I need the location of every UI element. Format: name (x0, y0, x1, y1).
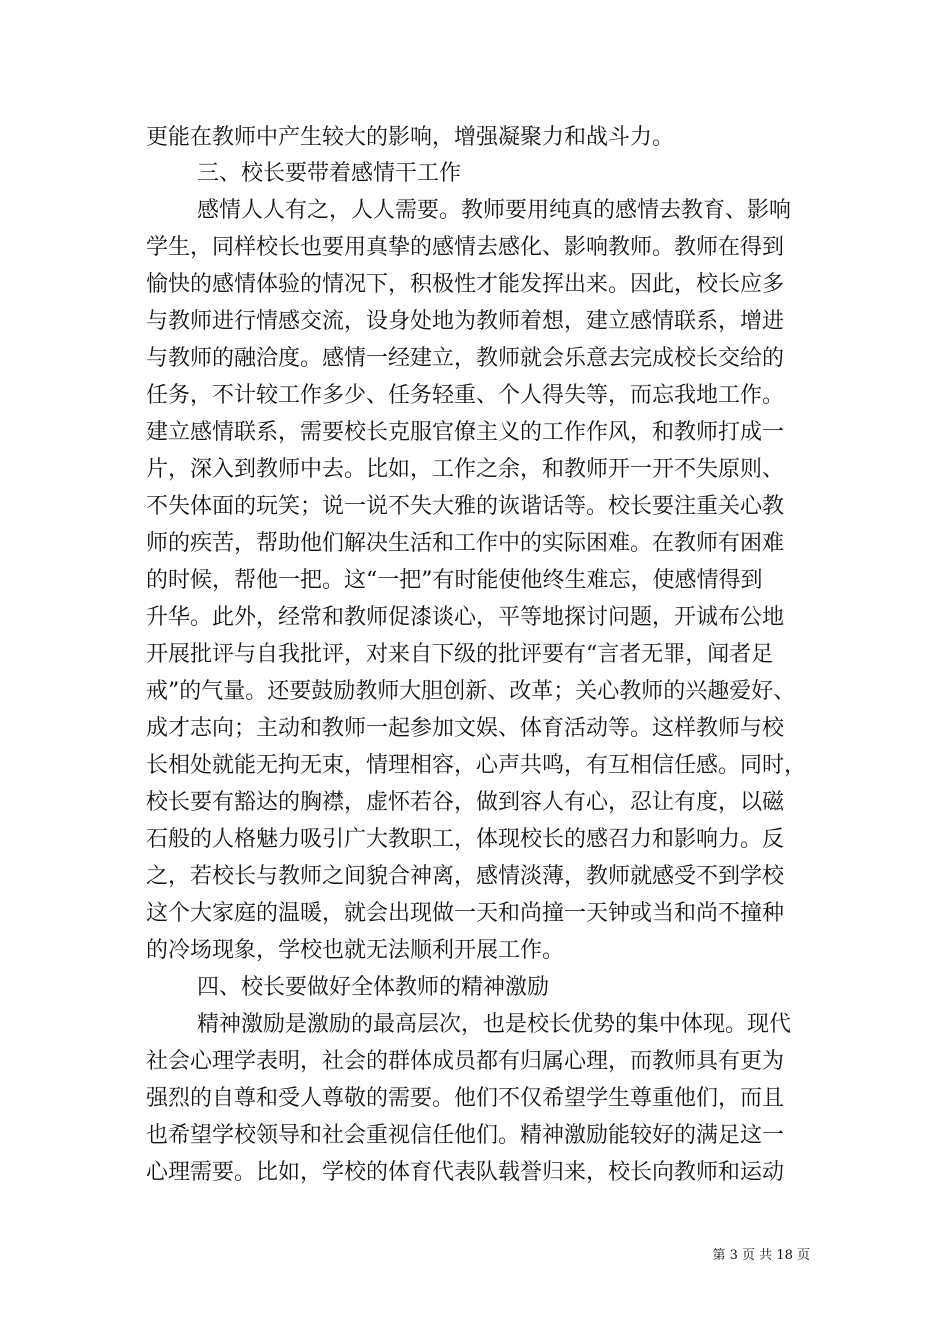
body-text-line: 学生，同样校长也要用真挚的感情去感化、影响教师。教师在得到 (146, 235, 785, 260)
body-text-line: 石般的人格魅力吸引广大教职工，体现校长的感召力和影响力。反 (146, 827, 785, 852)
body-text-line: 片，深入到教师中去。比如，工作之余，和教师开一开不失原则、 (146, 457, 785, 482)
body-text-line: 心理需要。比如，学校的体育代表队载誉归来，校长向教师和运动 (146, 1160, 785, 1185)
body-text-line: 精神激励是激励的最高层次，也是校长优势的集中体现。现代 (197, 1012, 792, 1037)
body-text-line: 长相处就能无拘无束，情理相容，心声共鸣，有互相信任感。同时， (146, 753, 807, 778)
body-text-line: 与教师的融洽度。感情一经建立，教师就会乐意去完成校长交给的 (146, 346, 785, 371)
body-text-line: 任务，不计较工作多少、任务轻重、个人得失等，而忘我地工作。 (146, 383, 785, 408)
body-text-line: 不失体面的玩笑；说一说不失大雅的诙谐话等。校长要注重关心教 (146, 494, 785, 519)
body-text-line: 戒”的气量。还要鼓励教师大胆创新、改革；关心教师的兴趣爱好、 (146, 679, 796, 704)
body-text-line: 更能在教师中产生较大的影响，增强凝聚力和战斗力。 (146, 125, 675, 150)
body-text-line: 的冷场现象，学校也就无法顺利开展工作。 (146, 938, 565, 963)
body-text-line: 校长要有豁达的胸襟，虚怀若谷，做到容人有心，忍让有度，以磁 (146, 790, 785, 815)
body-text-line: 成才志向；主动和教师一起参加文娱、体育活动等。这样教师与校 (146, 716, 785, 741)
body-text-line: 感情人人有之，人人需要。教师要用纯真的感情去教育、影响 (197, 198, 792, 223)
body-text-line: 的时候，帮他一把。这“一把”有时能使他终生难忘，使感情得到 (146, 568, 763, 593)
page-number: 第 3 页 共 18 页 (712, 1248, 810, 1263)
body-text-line: 师的疾苦，帮助他们解决生活和工作中的实际困难。在教师有困难 (146, 531, 785, 556)
body-text-line: 升华。此外，经常和教师促漆谈心，平等地探讨问题，开诚布公地 (146, 605, 785, 630)
body-text-line: 与教师进行情感交流，设身处地为教师着想，建立感情联系，增进 (146, 309, 785, 334)
body-text-line: 之，若校长与教师之间貌合神离，感情淡薄，教师就感受不到学校 (146, 864, 785, 889)
body-text-line: 开展批评与自我批评，对来自下级的批评要有“言者无罪，闻者足 (146, 642, 774, 667)
body-text-line: 建立感情联系，需要校长克服官僚主义的工作作风，和教师打成一 (146, 420, 785, 445)
body-text-line: 这个大家庭的温暖，就会出现做一天和尚撞一天钟或当和尚不撞种 (146, 901, 785, 926)
body-text-line: 也希望学校领导和社会重视信任他们。精神激励能较好的满足这一 (146, 1123, 785, 1148)
section-heading-4: 四、校长要做好全体教师的精神激励 (197, 975, 550, 1000)
section-heading-3: 三、校长要带着感情干工作 (197, 161, 462, 186)
body-text-line: 社会心理学表明，社会的群体成员都有归属心理，而教师具有更为 (146, 1049, 785, 1074)
body-text-line: 愉快的感情体验的情况下，积极性才能发挥出来。因此，校长应多 (146, 272, 785, 297)
body-text-line: 强烈的自尊和受人尊敬的需要。他们不仅希望学生尊重他们，而且 (146, 1086, 785, 1111)
